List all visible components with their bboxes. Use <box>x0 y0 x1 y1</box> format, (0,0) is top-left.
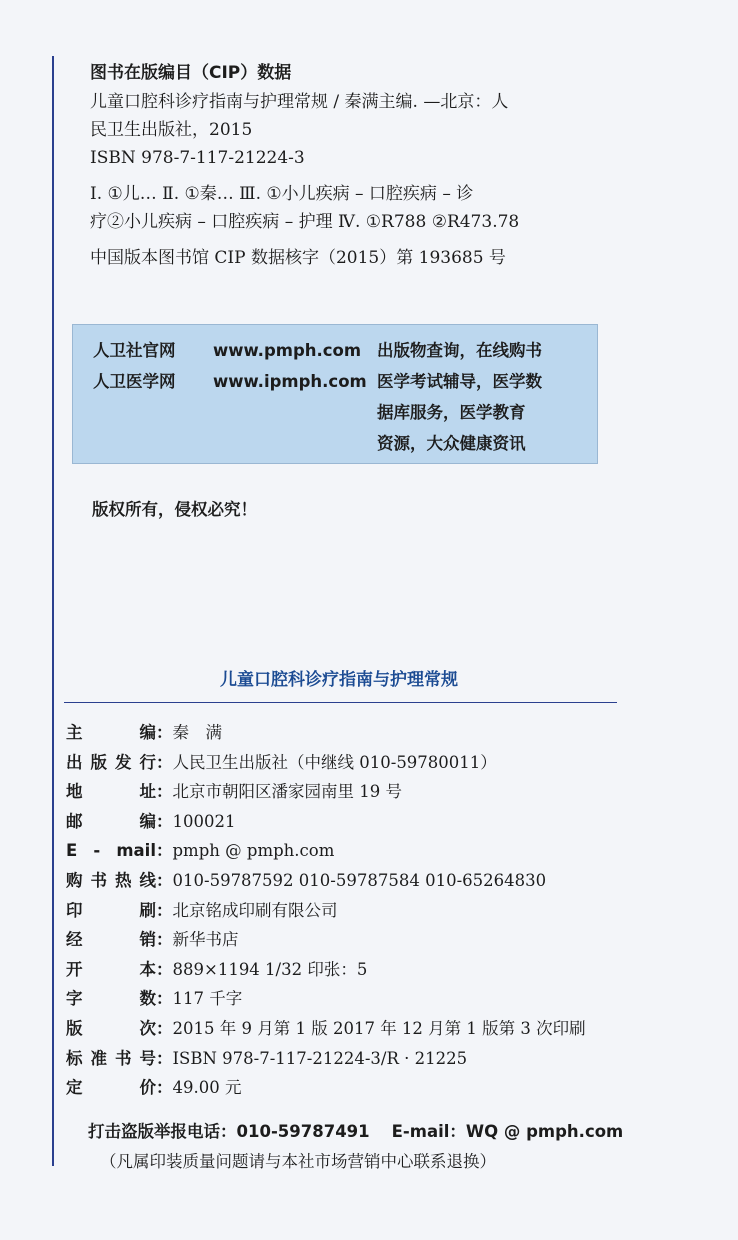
site-row <box>93 366 367 397</box>
cip-isbn: ISBN 978-7-117-21224-3 <box>90 148 305 168</box>
publication-info <box>66 718 586 1103</box>
service-line: 医学考试辅导，医学数 <box>377 372 542 391</box>
service-line: 出版物查询，在线购书 <box>377 341 542 360</box>
info-label: 字 数 <box>66 989 156 1009</box>
cip-line: 儿童口腔科诊疗指南与护理常规 / 秦满主编. —北京：人 <box>90 92 509 112</box>
info-value: 秦 满 <box>172 723 222 742</box>
site-name: 人卫社官网 <box>93 341 176 360</box>
info-row-postcode: 邮 编：100021 <box>66 807 586 837</box>
left-margin-rule <box>52 56 54 1166</box>
info-label: 主 编 <box>66 723 156 742</box>
info-row-format: 开 本：889×1194 1/32 印张：5 <box>66 955 586 985</box>
info-value: 人民卫生出版社（中继线 010-59780011） <box>172 752 497 772</box>
info-label: 邮 编 <box>66 811 156 831</box>
info-value: 2015 年 9 月第 1 版 2017 年 12 月第 1 版第 3 次印刷 <box>172 1018 586 1038</box>
info-value: 889×1194 1/32 印张：5 <box>172 959 368 979</box>
site-url[interactable]: www.pmph.com <box>213 341 362 360</box>
cip-approval-number: 中国版本图书馆 CIP 数据核字（2015）第 193685 号 <box>90 248 506 268</box>
info-value: 新华书店 <box>172 930 239 950</box>
info-value: pmph @ pmph.com <box>172 841 335 861</box>
info-label: 标准书号 <box>66 1048 156 1068</box>
info-row-distributor: 经 销：新华书店 <box>66 925 586 955</box>
cip-block <box>90 58 610 272</box>
info-label: 购书热线 <box>66 870 156 890</box>
info-value: 北京铭成印刷有限公司 <box>172 900 338 920</box>
info-row-price: 定 价：49.00 元 <box>66 1073 586 1103</box>
book-title: 儿童口腔科诊疗指南与护理常规 <box>220 670 458 690</box>
info-row-edition: 版 次：2015 年 9 月第 1 版 2017 年 12 月第 1 版第 3 次印刷 <box>66 1014 586 1044</box>
cip-line: 疗②小儿疾病 – 口腔疾病 – 护理 Ⅳ. ①R788 ②R473.78 <box>90 212 520 232</box>
cip-line: Ⅰ. ①儿… Ⅱ. ①秦… Ⅲ. ①小儿疾病 – 口腔疾病 – 诊 <box>90 184 474 204</box>
info-row-email: E - mail：pmph @ pmph.com <box>66 836 586 866</box>
info-value: 100021 <box>172 811 236 831</box>
copyright-notice: 版权所有，侵权必究！ <box>92 500 257 519</box>
info-value: ISBN 978-7-117-21224-3/R · 21225 <box>172 1048 468 1068</box>
report-phone: 打击盗版举报电话：010-59787491 <box>88 1122 370 1141</box>
report-email: E-mail：WQ @ pmph.com <box>391 1122 624 1141</box>
return-note: （凡属印装质量问题请与本社市场营销中心联系退换） <box>100 1152 496 1171</box>
title-divider <box>64 702 617 703</box>
info-row-word-count: 字 数：117 千字 <box>66 984 586 1014</box>
info-row-printer: 印 刷：北京铭成印刷有限公司 <box>66 896 586 926</box>
info-row-hotline: 购书热线：010-59787592 010-59787584 010-65264830 <box>66 866 586 896</box>
site-url[interactable]: www.ipmph.com <box>213 372 367 391</box>
info-label: 出版发行 <box>66 752 156 772</box>
cip-title: 图书在版编目（CIP）数据 <box>90 63 292 83</box>
info-label: 经 销 <box>66 930 156 950</box>
info-label: 定 价 <box>66 1078 156 1098</box>
info-value: 北京市朝阳区潘家园南里 19 号 <box>172 782 402 802</box>
info-label: 开 本 <box>66 959 156 979</box>
service-line: 据库服务，医学教育 <box>377 403 526 422</box>
info-row-editor: 主 编：秦 满 <box>66 718 586 748</box>
site-row <box>93 335 367 366</box>
site-list <box>93 335 367 397</box>
info-label: E - mail <box>66 841 156 861</box>
info-value: 49.00 元 <box>172 1078 242 1098</box>
site-name: 人卫医学网 <box>93 372 176 391</box>
info-row-publisher: 出版发行：人民卫生出版社（中继线 010-59780011） <box>66 748 586 778</box>
info-label: 版 次 <box>66 1018 156 1038</box>
services-description <box>377 335 587 459</box>
info-label: 地 址 <box>66 782 156 802</box>
info-row-isbn: 标准书号：ISBN 978-7-117-21224-3/R · 21225 <box>66 1044 586 1074</box>
anti-piracy-report <box>88 1118 623 1142</box>
services-box <box>72 324 598 464</box>
info-label: 印 刷 <box>66 900 156 920</box>
cip-line: 民卫生出版社，2015 <box>90 120 253 140</box>
info-row-address: 地 址：北京市朝阳区潘家园南里 19 号 <box>66 777 586 807</box>
info-value: 117 千字 <box>172 989 243 1009</box>
info-value: 010-59787592 010-59787584 010-65264830 <box>172 870 547 890</box>
service-line: 资源，大众健康资讯 <box>377 434 526 453</box>
